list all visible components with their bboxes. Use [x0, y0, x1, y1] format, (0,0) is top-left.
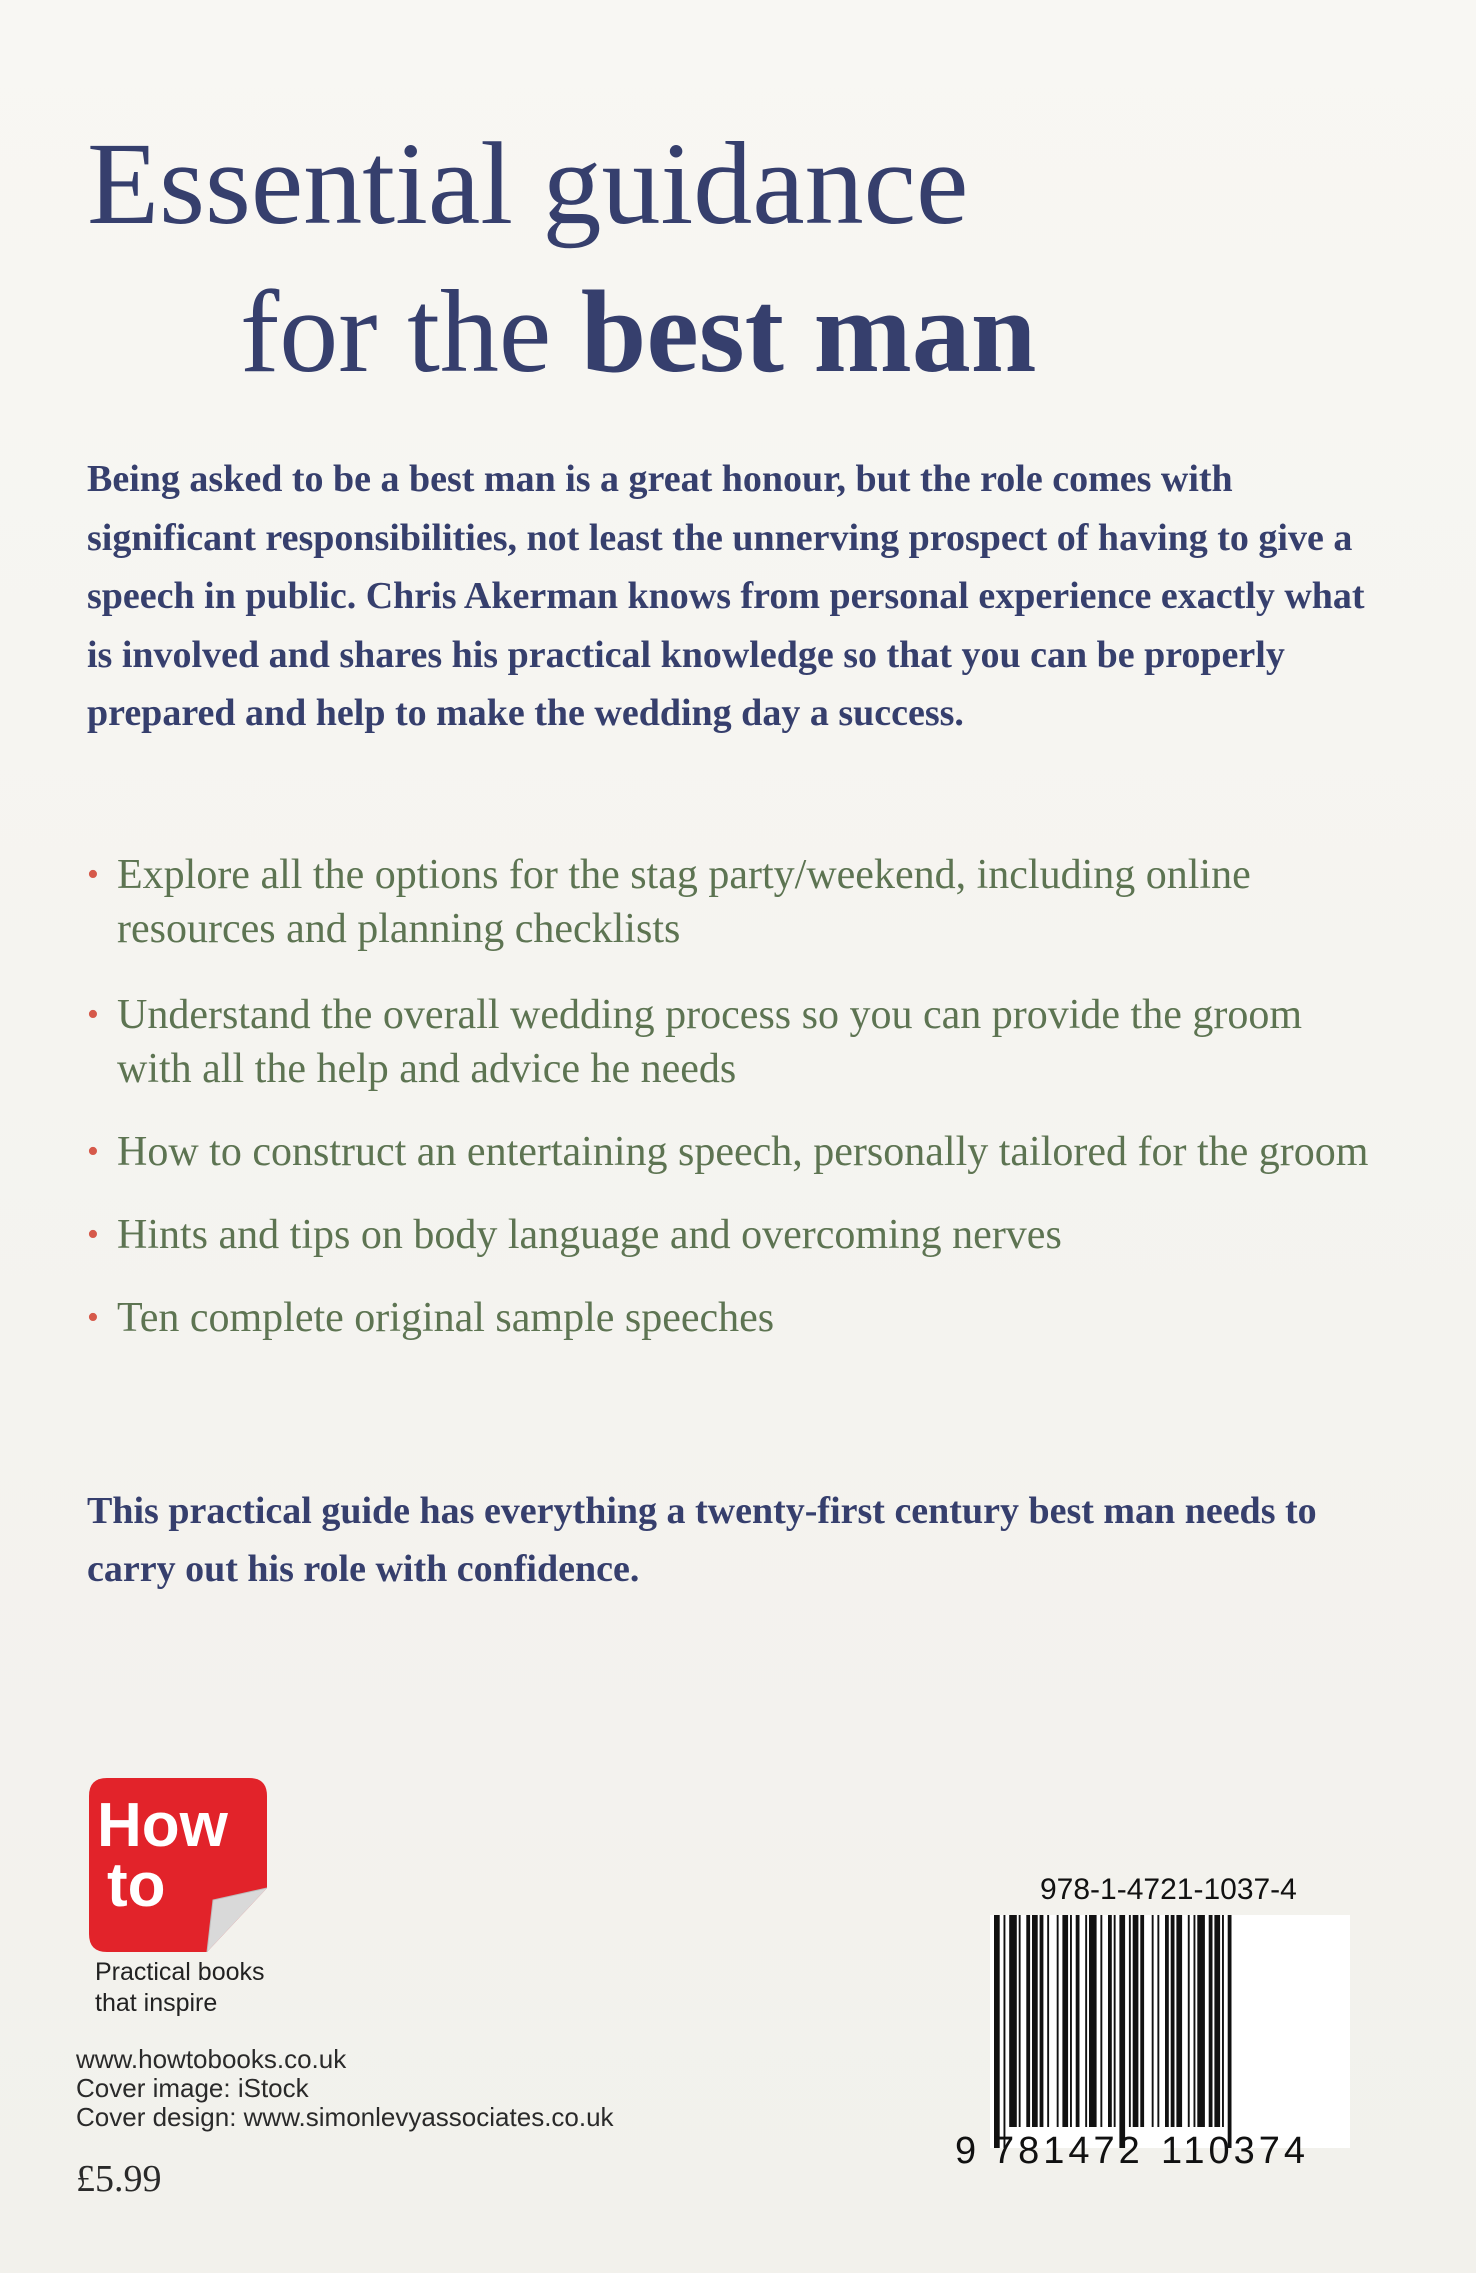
barcode-bar: [1040, 1915, 1044, 2127]
feature-item: [87, 1291, 1387, 1345]
headline-line-2: [87, 258, 1407, 406]
barcode-bar: [1070, 1915, 1072, 2127]
headline-line-2-regular: for the: [240, 266, 581, 397]
headline-line-2-bold: best man: [580, 266, 1037, 397]
barcode-bar: [1209, 1915, 1213, 2127]
barcode-bar: [994, 1915, 1000, 2148]
barcode-digits-left: 781472: [993, 2130, 1144, 2172]
barcode-bar: [1157, 1915, 1159, 2127]
cover-image-credit: Cover image: iStock: [76, 2073, 309, 2103]
feature-item: [87, 1125, 1387, 1179]
barcode-bar: [1019, 1915, 1021, 2127]
feature-item-text: Hints and tips on body language and overcoming nerves: [117, 1212, 1062, 1258]
barcode-bar: [1214, 1915, 1220, 2127]
barcode-digit-first: 9: [955, 2130, 977, 2172]
logo-tagline-line-2: that inspire: [95, 1989, 218, 2017]
barcode-bar: [1004, 1915, 1006, 2148]
barcode-bar: [1047, 1915, 1049, 2127]
feature-item: [87, 848, 1387, 956]
publisher-website: www.howtobooks.co.uk: [76, 2044, 347, 2074]
isbn-label: 978-1-4721-1037-4: [1040, 1873, 1297, 1906]
barcode-bar: [1032, 1915, 1038, 2127]
bullet-dot-icon: •: [87, 856, 99, 893]
barcode-bar: [1176, 1915, 1182, 2127]
barcode-bar: [1057, 1915, 1059, 2127]
bullet-dot-icon: •: [87, 996, 99, 1033]
bullet-dot-icon: •: [87, 1133, 99, 1170]
feature-item: [87, 1208, 1387, 1262]
intro-paragraph: Being asked to be a best man is a great honour, but the role comes with significant responsibilities, not least the unnerving prospect of having to give a speech in public. Chris Akerman knows from personal experience exactly what is involved and shares his practical knowledge so that you can be properly prepared and help to make the wedding day a success.: [87, 458, 1365, 734]
barcode-bar: [1119, 1915, 1125, 2148]
barcode-bar: [1188, 1915, 1190, 2127]
barcode-bar: [1114, 1915, 1116, 2127]
barcode-bars: [990, 1915, 1350, 2148]
logo-word-to: to: [107, 1851, 166, 1920]
price: £5.99: [76, 2158, 162, 2200]
feature-item-text: Understand the overall wedding process so you can provide the groom with all the help and advice he needs: [117, 992, 1303, 1092]
logo-tagline-line-1: Practical books: [95, 1958, 265, 1986]
headline-line-1: Essential guidance: [87, 118, 969, 249]
feature-item-text: Ten complete original sample speeches: [117, 1295, 775, 1341]
logo-word-how: How: [97, 1791, 228, 1860]
barcode-bar: [1228, 1915, 1232, 2148]
logo-tagline: [95, 1957, 265, 2019]
barcode-bar: [1222, 1915, 1224, 2127]
feature-item: [87, 988, 1387, 1096]
barcode-bar: [1076, 1915, 1080, 2127]
bullet-dot-icon: •: [87, 1216, 99, 1253]
barcode-digits: [955, 2130, 1365, 2173]
barcode-bar: [1129, 1915, 1131, 2127]
barcode-bar: [1133, 1915, 1139, 2127]
barcode-digits-right: 110374: [1161, 2130, 1309, 2172]
howto-logo-icon: [89, 1778, 267, 1952]
barcode-bar: [1197, 1915, 1205, 2127]
barcode-bar: [1009, 1915, 1017, 2127]
barcode-bar: [1062, 1915, 1068, 2127]
headline: [87, 110, 1407, 406]
barcode-bar: [1100, 1915, 1102, 2127]
barcode-bar: [1089, 1915, 1097, 2127]
feature-item-text: How to construct an entertaining speech, personally tailored for the groom: [117, 1129, 1369, 1175]
bullet-dot-icon: •: [87, 1299, 99, 1336]
barcode: [990, 1915, 1350, 2148]
barcode-bar: [1085, 1915, 1087, 2127]
barcode-bar: [1108, 1915, 1112, 2127]
barcode-bar: [1026, 1915, 1030, 2127]
barcode-bar: [1165, 1915, 1169, 2127]
howto-logo: [89, 1778, 267, 1952]
barcode-bar: [1171, 1915, 1175, 2127]
barcode-bar: [1140, 1915, 1144, 2127]
feature-list: [87, 848, 1387, 1345]
closing-paragraph: This practical guide has everything a twenty-first century best man needs to carry out his role with confidence.: [87, 1490, 1317, 1590]
feature-item-text: Explore all the options for the stag party/weekend, including online resources and planning checklists: [117, 852, 1251, 952]
barcode-bar: [1152, 1915, 1154, 2127]
credits: [76, 2045, 614, 2132]
barcode-bar: [1194, 1915, 1196, 2127]
cover-design-credit: Cover design: www.simonlevyassociates.co.uk: [76, 2102, 614, 2132]
